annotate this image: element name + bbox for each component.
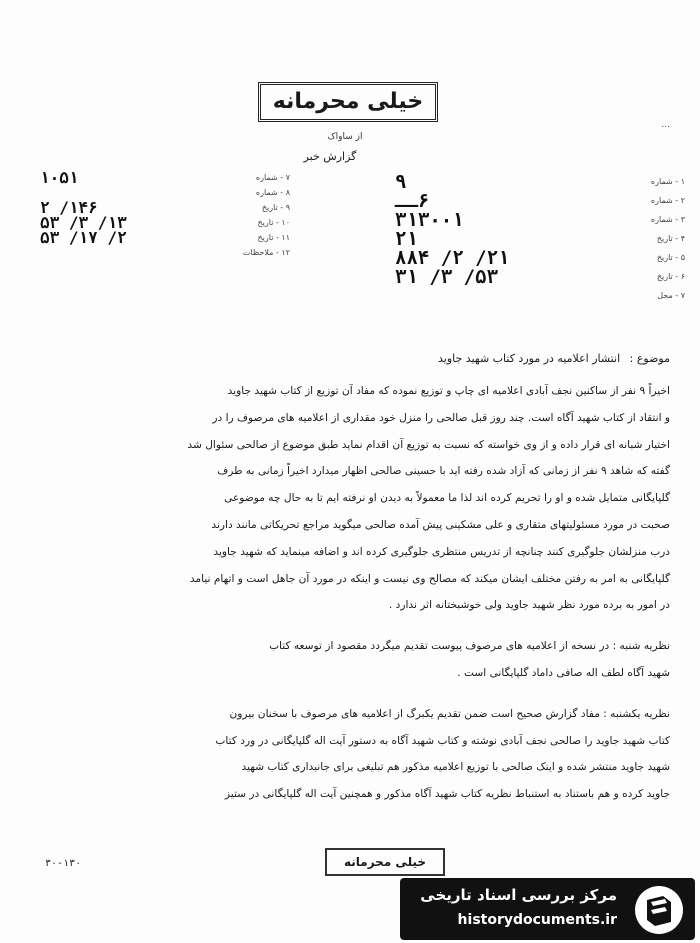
body-line: گلپایگانی متمایل شده و او را تحریم کرده اند لذا ما معمولاً به دیدن او نرفته ایم تا به حال چه موضوعی [224,492,670,505]
document-subheading: از ساواک [327,132,363,142]
meta-value: ۵۳/ ۳/ ۳۱ [395,265,499,288]
meta-label: ۸ - شماره [255,188,290,197]
meta-row [40,245,290,260]
body-line: درب منزلشان جلوگیری کنند چنانچه از تدریس منتظری جلوگیری کرده اند و اضافه مینماید که شهید جاوید [213,545,670,558]
watermark-title: مرکز بررسی اسناد تاریخی [420,886,617,904]
meta-label: ۶ - تاریخ [656,272,685,281]
meta-label: ۳ - شماره [650,215,685,224]
meta-label: ۲ - شماره [650,196,685,205]
page-code: ۳۰-۱۳۰ [45,858,82,869]
meta-label: ۷ - شماره [255,173,290,182]
classification-stamp: خیلی محرمانه [258,82,438,122]
subject-line [300,352,670,365]
meta-value: ۱۰۵۱ [40,168,79,187]
meta-label: ۱۲ - ملاحظات [242,248,290,257]
body-line: اخیراً ۹ نفر از ساکنین نجف آبادی اعلامیه ای چاپ و توزیع نموده که مفاد آن توزیع از کتاب شهید جاوید [227,385,670,397]
report-body [40,378,670,808]
archive-logo-icon [633,884,685,936]
meta-value: ۹ [395,170,407,193]
body-line: شهید آگاه لطف اله صافی داماد گلپایگانی است . [457,666,670,679]
body-line: نظریه شنبه : در نسخه از اعلامیه های مرصوف پیوست تقدیم میگردد مقصود از توسعه کتاب [269,640,670,653]
meta-row [395,248,685,267]
meta-value: ۲/ ۱۷/ ۵۳ [40,228,127,247]
meta-label: ۷ - محل [657,291,685,300]
classification-stamp-bottom: خیلی محرمانه [325,848,445,876]
meta-value: ۱۳/ ۳/ ۵۳ [40,213,127,232]
body-line: اختیار شبانه ای قرار داده و از وی خواسته که نسبت به توزیع آن اقدام نماید طبق موضوع از صالحی سئوال شد [187,438,670,451]
body-line: شهید جاوید منتشر شده و اینک صالحی با توزیع اعلامیه مذکور هم تبلیغی برای جانبداری کتاب شهید [241,761,670,774]
meta-block-right [395,172,685,305]
body-line: و انتقاد از کتاب شهید آگاه است. چند روز قبل صالحی را منزل خود مقداری از اعلامیه های مرصوف را در [212,411,670,424]
meta-label: ۱۰ - تاریخ [257,218,290,227]
meta-label: ۵ - تاریخ [656,253,685,262]
meta-block-left [40,170,290,260]
body-line: کتاب شهید جاوید را صالحی نجف آبادی نوشته و کتاب شهید آگاه به دستور آیت اله گلپایگانی در ورد کتاب [215,734,670,747]
meta-row [395,172,685,191]
paragraph-gap [40,687,670,701]
meta-row [40,170,290,185]
meta-label: ۱۱ - تاریخ [257,233,290,242]
watermark-url: historydocuments.ir [457,912,617,928]
body-line: نظریه یکشنبه : مفاد گزارش صحیح است ضمن تقدیم یکبرگ از اعلامیه های مرصوف با سخنان بیرون [229,707,670,720]
top-right-note: ... [661,120,670,130]
meta-value: ۶ــ [395,189,430,212]
meta-row [395,286,685,305]
subject-text: انتشار اعلامیه در مورد کتاب شهید جاوید [438,352,621,365]
meta-value: ۲۱/ ۲/ ۸۸۴ [395,246,510,269]
subject-label: موضوع : [629,352,670,365]
meta-row [40,230,290,245]
meta-label: ۱ - شماره [650,177,685,186]
body-line: گلپایگانی به امر به رفتن مختلف ایشان میکند که مصالح وی نیست و اینکه در مورد آن جاهل است و اتهام نیامد [189,572,670,585]
meta-row [395,229,685,248]
report-type: گزارش خبر [303,150,357,163]
archive-watermark [400,878,695,940]
meta-row [395,210,685,229]
body-line: صحبت در مورد مسئولیتهای متقاری و علی مشکینی پیش آمده صالحی میگوید مراجع تحریکاتی مانند دارند [211,518,670,531]
meta-label: ۴ - تاریخ [656,234,685,243]
meta-value: ۱۴۶/ ۲ [40,198,98,217]
body-line: گفته که شاهد ۹ نفر از زمانی که آزاد شده رفته اید با حسینی صالحی اظهار میدارد اخیراً زمانی به طرف [217,465,670,478]
paragraph-gap [40,619,670,633]
meta-row [395,267,685,286]
meta-row [395,191,685,210]
body-line: جاوید کرده و هم باستناد به استنباط نظریه کتاب شهید آگاه مذکور و همچنین آیت اله گلپایگانی در ستیز [224,788,670,801]
body-line: در امور به برده مورد نظر شهید جاوید ولی خوشبختانه اثر ندارد . [388,599,670,612]
meta-value: ۳۱۳۰۰۱ [395,208,464,231]
meta-label: ۹ - تاریخ [261,203,290,212]
meta-value: ۲۱ [395,227,418,250]
